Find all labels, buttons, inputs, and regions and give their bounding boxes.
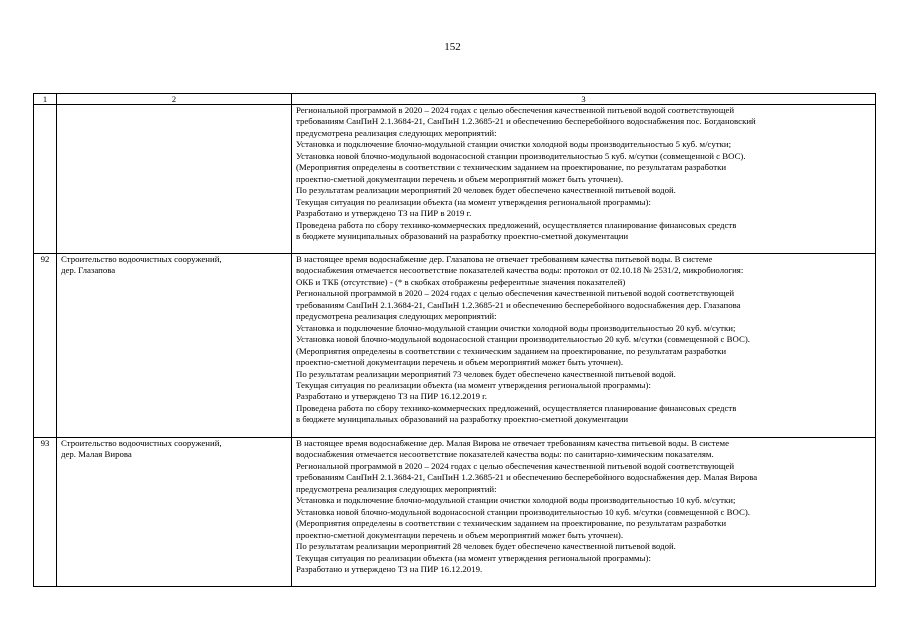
description-line: в бюджете муниципальных образований на разработку проектно-сметной документации [296, 414, 629, 425]
description-line: Установка и подключение блочно-модульной станции очистки холодной воды производительностью 5 куб. м/сутки; [296, 139, 732, 150]
object-name-cell [57, 105, 292, 254]
description-line: проектно-сметной документации перечень и объем мероприятий может быть уточнен). [296, 529, 624, 540]
object-name-line: Строительство водоочистных сооружений, [61, 254, 222, 264]
description-line: (Мероприятия определены в соответствии с техническим заданием на проектирование, по результатам разработки [296, 518, 727, 529]
description-line: предусмотрена реализация следующих мероприятий: [296, 127, 497, 138]
object-name-cell [57, 438, 292, 587]
description-line: Разработано и утверждено ТЗ на ПИР 16.12.2019 г. [296, 391, 488, 402]
description-cell [292, 254, 876, 438]
description-line: Текущая ситуация по реализации объекта (на момент утверждения региональной программы): [296, 379, 651, 390]
description-line: Разработано и утверждено ТЗ на ПИР 16.12.2019. [296, 563, 483, 574]
table-header-row [34, 94, 876, 105]
description-cell [292, 438, 876, 587]
object-name-line: дер. Малая Вирова [61, 449, 132, 460]
description-line: Проведена работа по сбору технико-коммерческих предложений, осуществляется планирование финансовых средств [296, 219, 737, 230]
description-line: проектно-сметной документации перечень и объем мероприятий может быть уточнен). [296, 357, 624, 368]
description-line: Проведена работа по сбору технико-коммерческих предложений, осуществляется планирование финансовых средств [296, 402, 737, 413]
table-row [34, 105, 876, 254]
description-line: (Мероприятия определены в соответствии с техническим заданием на проектирование, по результатам разработки [296, 345, 727, 356]
object-name-cell [57, 254, 292, 438]
object-name-line: Строительство водоочистных сооружений, [61, 438, 222, 448]
description-line: В настоящее время водоснабжение дер. Глазапова не отвечает требованиям качества питьевой воды. В системе [296, 254, 713, 264]
description-line: Установка и подключение блочно-модульной станции очистки холодной воды производительностью 10 куб. м/сутки; [296, 495, 736, 506]
description-line: предусмотрена реализация следующих мероприятий: [296, 483, 497, 494]
description-line: Текущая ситуация по реализации объекта (на момент утверждения региональной программы): [296, 196, 651, 207]
description-line: предусмотрена реализация следующих мероприятий: [296, 311, 497, 322]
description-line: Региональной программой в 2020 – 2024 годах с целью обеспечения качественной питьевой водой соответствующей [296, 460, 735, 471]
description-line: проектно-сметной документации перечень и объем мероприятий может быть уточнен). [296, 173, 624, 184]
description-line: Текущая ситуация по реализации объекта (на момент утверждения региональной программы): [296, 552, 651, 563]
row-number: 92 [34, 254, 57, 438]
description-line: Разработано и утверждено ТЗ на ПИР в 2019 г. [296, 208, 472, 219]
description-line: Региональной программой в 2020 – 2024 годах с целью обеспечения качественной питьевой водой соответствующей [296, 288, 735, 299]
page-number: 152 [444, 41, 461, 53]
description-line: В настоящее время водоснабжение дер. Малая Вирова не отвечает требованиям качества питьевой воды. В системе [296, 438, 729, 448]
column-number-header: 1 [34, 94, 57, 105]
description-line: Установка новой блочно-модульной водонасосной станции производительностью 10 куб. м/сутки (совмещенной с ВОС). [296, 506, 750, 517]
description-line: в бюджете муниципальных образований на разработку проектно-сметной документации [296, 230, 629, 241]
table-row [34, 254, 876, 438]
description-line: требованиям СанПиН 2.1.3684-21, СанПиН 1.2.3685-21 и обеспечению бесперебойного водоснабжения дер. Глазапова [296, 299, 741, 310]
description-line: По результатам реализации мероприятий 20 человек будет обеспечено качественной питьевой водой. [296, 185, 676, 196]
description-line: По результатам реализации мероприятий 28 человек будет обеспечено качественной питьевой водой. [296, 541, 676, 552]
description-line: водоснабжения отмечается несоответствие показателей качества воды: протокол от 02.10.18 № 2531/2, микробиология: [296, 265, 744, 276]
row-number [34, 105, 57, 254]
description-line: требованиям СанПиН 2.1.3684-21, СанПиН 1.2.3685-21 и обеспечению бесперебойного водоснабжения дер. Малая Вирова [296, 472, 758, 483]
description-line: требованиям СанПиН 2.1.3684-21, СанПиН 1.2.3685-21 и обеспечению бесперебойного водоснабжения пос. Богдановский [296, 116, 756, 127]
column-name-header: 2 [57, 94, 292, 105]
description-line: Установка новой блочно-модульной водонасосной станции производительностью 5 куб. м/сутки (совмещенной с ВОС). [296, 150, 746, 161]
table-row [34, 438, 876, 587]
description-line: Установка новой блочно-модульной водонасосной станции производительностью 20 куб. м/сутки (совмещенной с ВОС). [296, 334, 750, 345]
description-line: (Мероприятия определены в соответствии с техническим заданием на проектирование, по результатам разработки [296, 162, 727, 173]
row-number: 93 [34, 438, 57, 587]
object-name-line: дер. Глазапова [61, 265, 116, 276]
description-cell [292, 105, 876, 254]
description-line: Установка и подключение блочно-модульной станции очистки холодной воды производительностью 20 куб. м/сутки; [296, 322, 736, 333]
description-line: ОКБ и ТКБ (отсутствие) - (* в скобках отображены референтные значения показателей) [296, 276, 626, 287]
description-line: По результатам реализации мероприятий 73 человек будет обеспечено качественной питьевой водой. [296, 368, 676, 379]
column-description-header: 3 [292, 94, 876, 105]
description-line: Региональной программой в 2020 – 2024 годах с целью обеспечения качественной питьевой водой соответствующей [296, 105, 735, 115]
program-table [33, 93, 876, 587]
description-line: водоснабжения отмечается несоответствие показателей качества воды: по санитарно-химическим показателям. [296, 449, 714, 460]
